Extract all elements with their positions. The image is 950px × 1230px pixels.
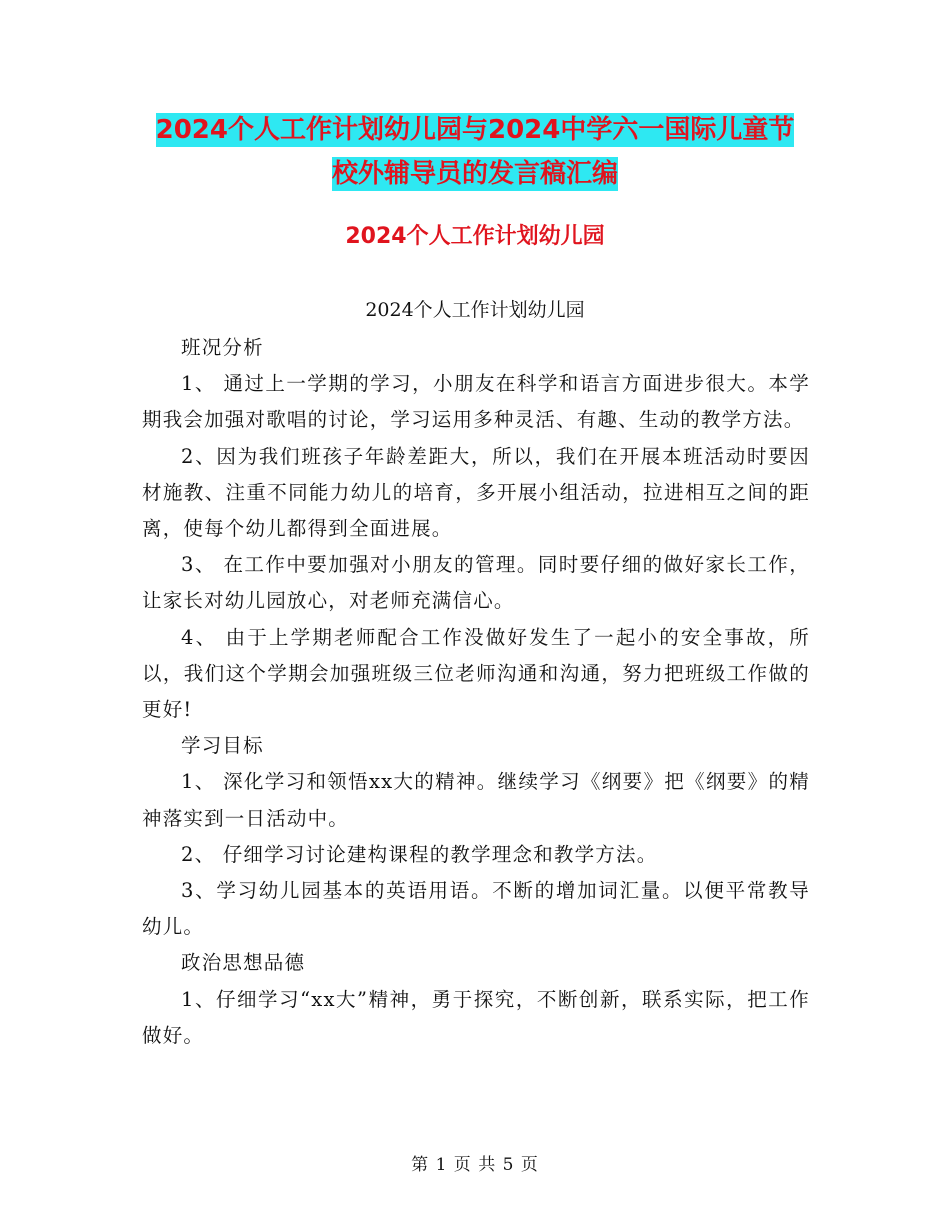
document-title-line-1 (0, 112, 950, 148)
document-body (142, 330, 810, 1054)
paragraph: 2、因为我们班孩子年龄差距大，所以，我们在开展本班活动时要因材施教、注重不同能力幼儿的培育，多开展小组活动，拉进相互之间的距离，使每个幼儿都得到全面进展。 (142, 444, 810, 541)
paragraph: 班况分析 (181, 336, 264, 359)
paragraph: 3、 在工作中要加强对小朋友的管理。同时要仔细的做好家长工作，让家长对幼儿园放心，对老师充满信心。 (142, 553, 810, 613)
paragraph: 4、 由于上学期老师配合工作没做好发生了一起小的安全事故，所以，我们这个学期会加强班级三位老师沟通和沟通，努力把班级工作做的更好! (142, 625, 810, 722)
paragraph: 3、学习幼儿园基本的英语用语。不断的增加词汇量。以便平常教导幼儿。 (142, 879, 810, 939)
paragraph: 1、 通过上一学期的学习，小朋友在科学和语言方面进步很大。本学期我会加强对歌唱的讨论，学习运用多种灵活、有趣、生动的教学方法。 (142, 372, 810, 432)
section-heading: 2024个人工作计划幼儿园 (345, 224, 605, 249)
paragraph: 1、仔细学习“xx大”精神，勇于探究，不断创新，联系实际，把工作做好。 (142, 987, 810, 1047)
page-footer: 第 1 页 共 5 页 (411, 1155, 539, 1175)
paragraph: 政治思想品德 (181, 951, 306, 975)
paragraph: 2、 仔细学习讨论建构课程的教学理念和教学方法。 (181, 842, 658, 866)
document-title-text-2: 校外辅导员的发言稿汇编 (331, 159, 618, 189)
document-title-text-1: 2024个人工作计划幼儿园与2024中学六一国际儿童节 (155, 115, 795, 145)
paragraph: 学习目标 (181, 734, 264, 758)
paragraph: 1、 深化学习和领悟xx大的精神。继续学习《纲要》把《纲要》的精神落实到一日活动中。 (142, 770, 810, 830)
document-title-line-2 (0, 156, 950, 192)
section-subtitle: 2024个人工作计划幼儿园 (365, 299, 585, 321)
